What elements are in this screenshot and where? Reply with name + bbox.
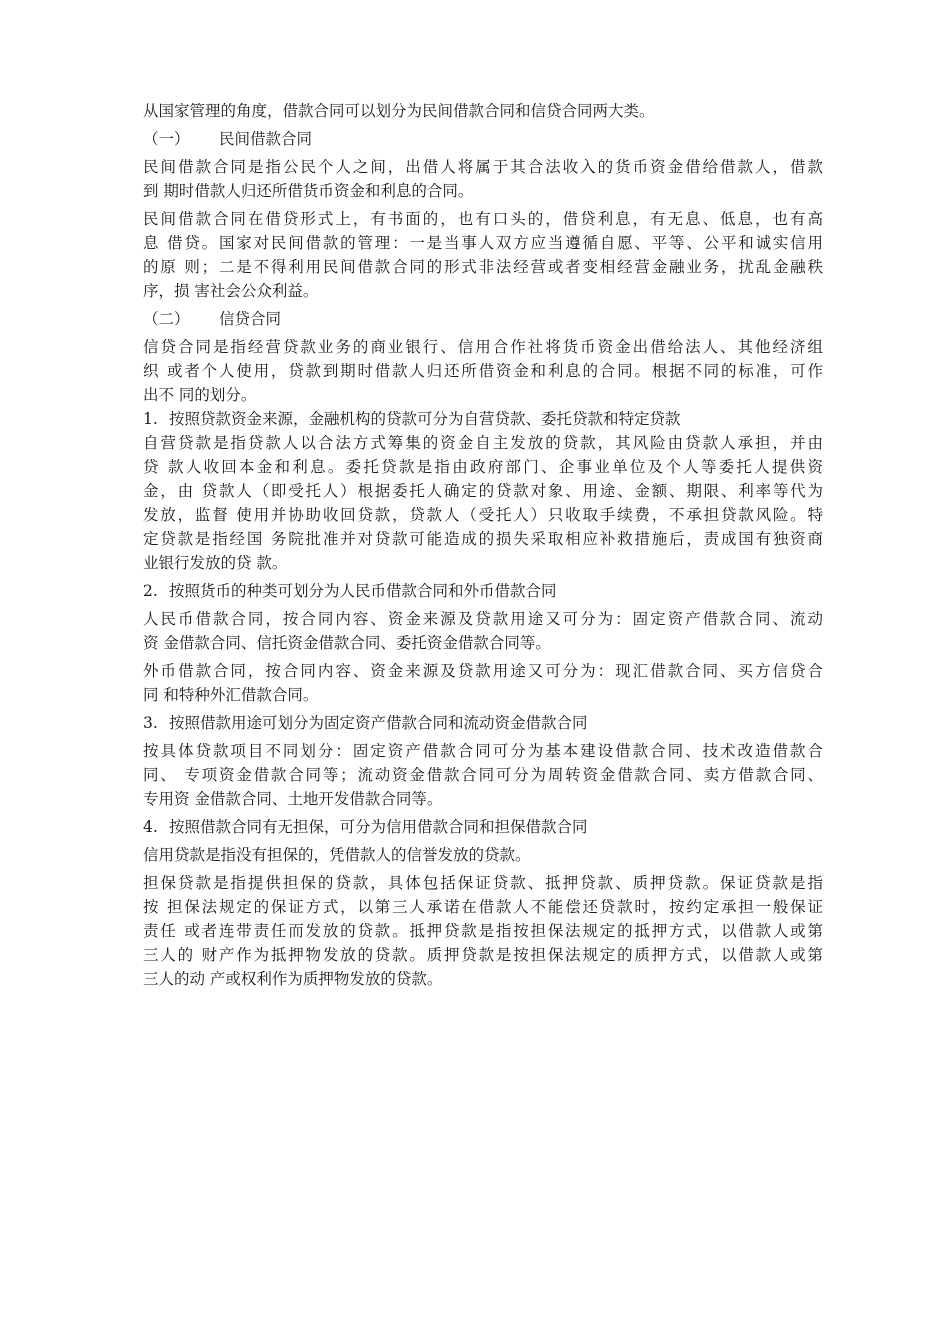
- text-line: 同 和特种外汇借款合同。: [143, 686, 319, 704]
- text-line: 三人的 财产作为抵押物发放的贷款。质押贷款是按担保法规定的质押方式，以借款人或第: [143, 946, 823, 964]
- item-title: 按照货币的种类可划分为人民币借款合同和外币借款合同: [169, 582, 557, 600]
- text-line: 自营贷款是指贷款人以合法方式筹集的资金自主发放的贷款，其风险由贷款人承担，并由: [143, 434, 823, 452]
- text-line: 按具体贷款项目不同划分：固定资产借款合同可分为基本建设借款合同、技术改造借款合: [143, 742, 823, 760]
- text-line: 信贷合同是指经营贷款业务的商业银行、信用合作社将货币资金出借给法人、其他经济组: [143, 338, 823, 356]
- text-line: 人民币借款合同，按合同内容、资金来源及贷款用途又可分为：固定资产借款合同、流动: [143, 610, 823, 628]
- item2-paragraph-2: [143, 659, 823, 707]
- item-number: 1.: [143, 410, 158, 428]
- text-line: 信用贷款是指没有担保的，凭借款人的信誉发放的贷款。: [143, 846, 531, 864]
- document-body: [143, 99, 823, 991]
- text-line: 专用资 金借款合同、土地开发借款合同等。: [143, 790, 443, 808]
- section1-paragraph-1: [143, 155, 823, 203]
- text-line: 外币借款合同，按合同内容、资金来源及贷款用途又可分为：现汇借款合同、买方信贷合: [143, 662, 823, 680]
- text-line: 的原 则；二是不得利用民间借款合同的形式非法经营或者变相经营金融业务，扰乱金融秩: [143, 258, 823, 276]
- section1-paragraph-2: [143, 207, 823, 303]
- text-line: 贷 款人收回本金和利息。委托贷款是指由政府部门、企事业单位及个人等委托人提供资: [143, 458, 823, 476]
- item-number: 3.: [143, 714, 158, 732]
- item3-paragraph: [143, 739, 823, 811]
- section-number: （二）: [143, 310, 190, 328]
- text-line: 担保贷款是指提供担保的贷款，具体包括保证贷款、抵押贷款、质押贷款。保证贷款是指: [143, 874, 823, 892]
- text-line: 三人的动 产或权利作为质押物发放的贷款。: [143, 970, 443, 988]
- item-number: 4.: [143, 818, 158, 836]
- text-line: 金，由 贷款人（即受托人）根据委托人确定的贷款对象、用途、金额、期限、利率等代为: [143, 482, 823, 500]
- intro-paragraph: 从国家管理的角度，借款合同可以划分为民间借款合同和信贷合同两大类。: [143, 102, 655, 120]
- list-item-1: [143, 407, 823, 431]
- text-line: 发放，监督 使用并协助收回贷款，贷款人（受托人）只收取手续费，不承担贷款风险。特: [143, 506, 823, 524]
- text-line: 民间借款合同在借贷形式上，有书面的，也有口头的，借贷利息，有无息、低息，也有高: [143, 210, 823, 228]
- section-heading-2: [143, 307, 823, 331]
- item-number: 2.: [143, 582, 158, 600]
- item-title: 按照贷款资金来源，金融机构的贷款可分为自营贷款、委托贷款和特定贷款: [169, 410, 681, 428]
- text-line: 息 借贷。国家对民间借款的管理：一是当事人双方应当遵循自愿、平等、公平和诚实信用: [143, 234, 823, 252]
- item4-paragraph-1: [143, 843, 823, 867]
- item1-paragraph: [143, 431, 823, 575]
- list-item-4: [143, 815, 823, 839]
- text-line: 织 或者个人使用，贷款到期时借款人归还所借资金和利息的合同。根据不同的标准，可作: [143, 362, 823, 380]
- section-heading-1: [143, 127, 823, 151]
- text-line: 责任 或者连带责任而发放的贷款。抵押贷款是指按担保法规定的抵押方式，以借款人或第: [143, 922, 823, 940]
- text-line: 到 期时借款人归还所借货币资金和利息的合同。: [143, 182, 474, 200]
- text-line: 同、 专项资金借款合同等；流动资金借款合同可分为周转资金借款合同、卖方借款合同、: [143, 766, 823, 784]
- item-title: 按照借款合同有无担保，可分为信用借款合同和担保借款合同: [169, 818, 588, 836]
- item-title: 按照借款用途可划分为固定资产借款合同和流动资金借款合同: [169, 714, 588, 732]
- text-line: 按 担保法规定的保证方式，以第三人承诺在借款人不能偿还贷款时，按约定承担一般保证: [143, 898, 823, 916]
- item4-paragraph-2: [143, 871, 823, 991]
- text-line: 定贷款是指经国 务院批准并对贷款可能造成的损失采取相应补救措施后，责成国有独资商: [143, 530, 823, 548]
- section2-paragraph-1: [143, 335, 823, 407]
- section-title: 民间借款合同: [219, 130, 313, 148]
- section-number: （一）: [143, 130, 190, 148]
- text-line: 业银行发放的贷 款。: [143, 554, 288, 572]
- section-title: 信贷合同: [219, 310, 282, 328]
- text-line: 出不 同的划分。: [143, 386, 257, 404]
- text-line: 序，损 害社会公众利益。: [143, 282, 319, 300]
- list-item-3: [143, 711, 823, 735]
- list-item-2: [143, 579, 823, 603]
- item2-paragraph-1: [143, 607, 823, 655]
- text-line: 资 金借款合同、信托资金借款合同、委托资金借款合同等。: [143, 634, 551, 652]
- text-line: 民间借款合同是指公民个人之间，出借人将属于其合法收入的货币资金借给借款人，借款: [143, 158, 823, 176]
